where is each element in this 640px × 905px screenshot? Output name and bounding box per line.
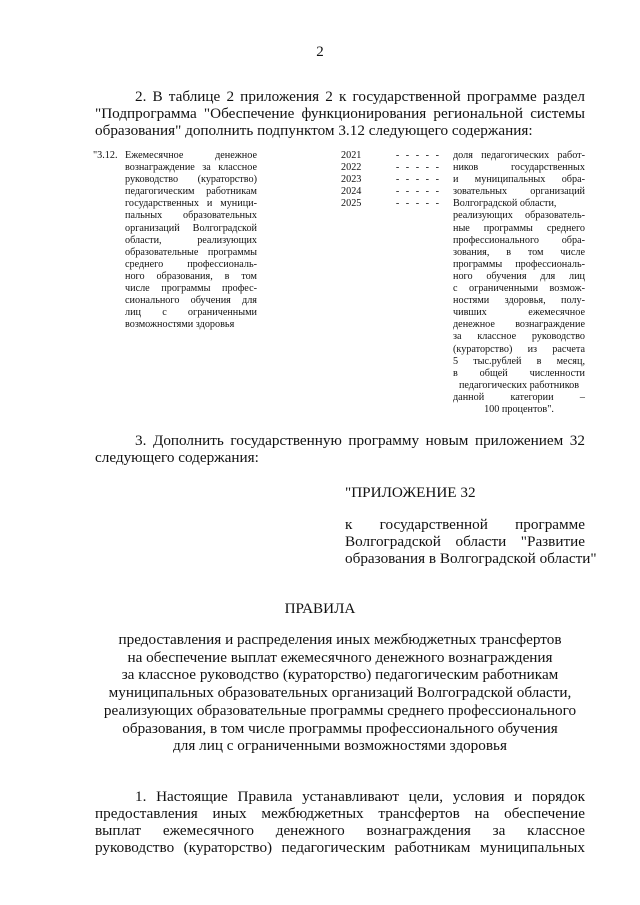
description-line: государственных и муници- <box>125 198 257 210</box>
description-line: Ежемесячное денежное <box>125 150 257 161</box>
note-line: ного обучения для лиц <box>453 270 585 282</box>
description-line: среднего профессиональ- <box>125 258 257 270</box>
description-line: организаций Волгоградской <box>125 222 257 234</box>
note-line: данной категории – <box>453 391 585 403</box>
description-line: сионального обучения для <box>125 295 257 307</box>
paragraph-line: 3. Дополнить государственную программу новым приложением 32 <box>135 432 585 449</box>
year-cell: 2024 <box>341 186 362 198</box>
description-line: образовательные программы <box>125 246 257 258</box>
subtitle-line: муниципальных образовательных организаций Волгоградской области, <box>108 684 572 702</box>
note-line: доля педагогических работ- <box>453 150 585 161</box>
dash-cell: - - - - - <box>395 186 441 198</box>
appendix-ref-line: к государственной программе <box>345 516 585 533</box>
note-line: реализующих образователь- <box>453 210 585 222</box>
dash-cell: - - - - - <box>395 174 441 186</box>
description-line: области, реализующих <box>125 234 257 246</box>
note-line: 100 процентов". <box>484 403 554 415</box>
paragraph-line: образования" дополнить подпунктом 3.12 следующего содержания: <box>95 122 533 139</box>
year-row <box>341 174 441 186</box>
appendix-reference <box>345 516 597 567</box>
description-line: ного образования, в том <box>125 270 257 282</box>
table-row-years <box>341 150 441 210</box>
note-line: педагогических работников <box>458 379 580 391</box>
subtitle-line: на обеспечение выплат ежемесячного денежного вознаграждения <box>127 648 553 666</box>
year-cell: 2025 <box>341 198 362 210</box>
paragraph-3 <box>95 432 585 466</box>
subtitle-line: для лиц с ограниченными возможностями здоровья <box>173 737 507 755</box>
paragraph-line: 2. В таблице 2 приложения 2 к государственной программе раздел <box>135 88 585 105</box>
note-line: чивших ежемесячное <box>453 307 585 319</box>
appendix-ref-line: Волгоградской области "Развитие <box>345 533 585 550</box>
appendix-title: "ПРИЛОЖЕНИЕ 32 <box>345 484 476 501</box>
table-row-description <box>125 150 257 331</box>
paragraph-line: руководство (кураторство) педагогическим работникам муниципальных <box>95 839 585 856</box>
note-line: зования, в том числе <box>453 246 585 258</box>
description-line: пальных образовательных <box>125 210 257 222</box>
appendix-ref-line: образования в Волгоградской области" <box>345 550 597 567</box>
dash-cell: - - - - - <box>395 150 441 161</box>
description-line: лиц с ограниченными <box>125 307 257 319</box>
note-line: в общей численности <box>453 367 585 379</box>
note-line: Волгоградской области, <box>453 198 557 210</box>
year-row <box>341 186 441 198</box>
paragraph-line: "Подпрограмма "Обеспечение функционирования региональной системы <box>95 105 585 122</box>
paragraph-2 <box>95 88 585 139</box>
note-line: зовательных организаций <box>453 186 585 198</box>
year-cell: 2022 <box>341 162 362 174</box>
note-line: 5 тыс.рублей в месяц, <box>453 355 585 367</box>
description-line: вознаграждение за классное <box>125 162 257 174</box>
year-row <box>341 150 441 162</box>
dash-cell: - - - - - <box>395 162 441 174</box>
note-line: программы профессиональ- <box>453 258 585 270</box>
description-line: педагогическим работникам <box>125 186 257 198</box>
note-line: ностями здоровья, полу- <box>453 295 585 307</box>
subtitle-line: предоставления и распределения иных межбюджетных трансфертов <box>118 631 562 648</box>
note-line: ные программы среднего <box>453 222 585 234</box>
paragraph-1 <box>95 788 585 856</box>
note-line: профессионального обра- <box>453 234 585 246</box>
subtitle-line: за классное руководство (кураторство) педагогическим работникам <box>121 666 559 684</box>
note-line: денежное вознаграждение <box>453 319 585 331</box>
note-line: с ограниченными возмож- <box>453 283 585 295</box>
rules-title: ПРАВИЛА <box>284 600 356 617</box>
year-row <box>341 162 441 174</box>
page-number: 2 <box>316 44 324 60</box>
year-cell: 2023 <box>341 174 362 186</box>
paragraph-line: следующего содержания: <box>95 449 259 466</box>
table-row-number: "3.12. <box>93 150 118 161</box>
description-line: возможностями здоровья <box>125 319 235 331</box>
note-line: за классное руководство <box>453 331 585 343</box>
note-line: ников государственных <box>453 162 585 174</box>
description-line: числе программы профес- <box>125 283 257 295</box>
subtitle-line: реализующих образовательные программы среднего профессионального <box>103 701 577 719</box>
year-cell: 2021 <box>341 150 362 161</box>
description-line: руководство (кураторство) <box>125 174 257 186</box>
dash-cell: - - - - - <box>395 198 441 210</box>
subtitle-line: образования, в том числе программы профессионального обучения <box>122 719 558 737</box>
year-row <box>341 198 441 210</box>
paragraph-line: выплат ежемесячного денежного вознаграждения за классное <box>95 822 585 839</box>
paragraph-line: 1. Настоящие Правила устанавливают цели, условия и порядок <box>135 788 585 805</box>
paragraph-line: предоставления иных межбюджетных трансфертов на обеспечение <box>95 805 585 822</box>
note-line: и муниципальных обра- <box>453 174 585 186</box>
table-row-note <box>453 150 585 416</box>
rules-subtitle <box>95 631 585 755</box>
note-line: (кураторство) из расчета <box>453 343 585 355</box>
